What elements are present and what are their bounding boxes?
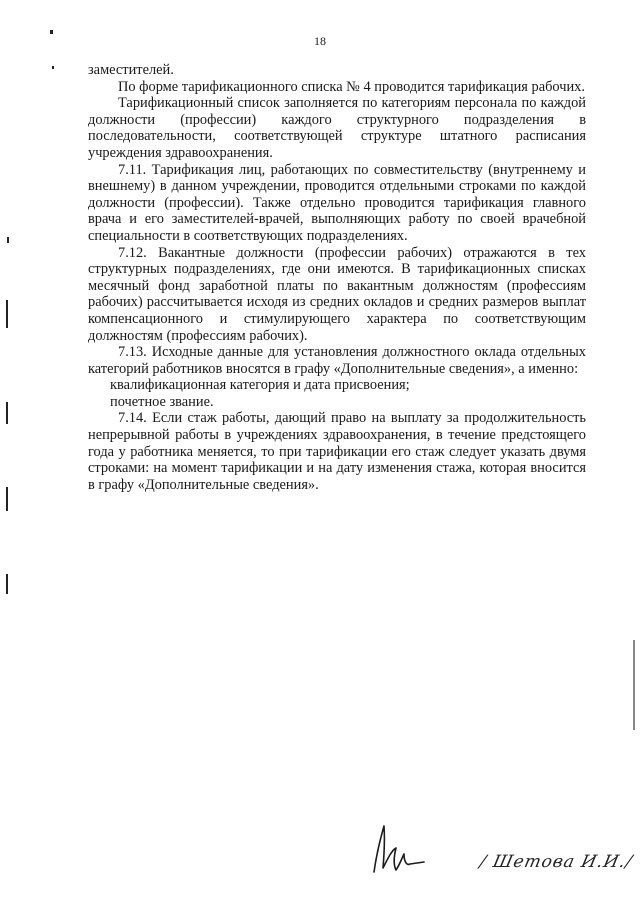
scan-mark — [633, 640, 635, 730]
scan-mark — [6, 300, 8, 328]
scan-mark — [6, 487, 8, 511]
paragraph: 7.13. Исходные данные для установления должностного оклада отдельных категорий работников вносятся в графу «Дополнительные сведения», а именно: — [88, 344, 586, 377]
list-item: квалификационная категория и дата присвоения; — [110, 377, 410, 394]
paragraph: По форме тарификационного списка № 4 проводится тарификация рабочих. — [118, 78, 585, 95]
scan-mark — [6, 574, 8, 594]
scan-mark — [7, 237, 9, 243]
handwritten-signature — [368, 818, 428, 878]
paragraph: 7.12. Вакантные должности (профессии рабочих) отражаются в тех структурных подразделениях, где они имеются. В тарификационных списках месячный фонд заработной платы по вакантным должностям (профессиям рабочих) рассчитывается исходя из средних окладов и средних размеров выплат компенсационного и стимулирующего характера по соответствующим должностям (профессиям рабочих). — [88, 244, 586, 344]
list-item: почетное звание. — [110, 393, 214, 410]
paragraph: Тарификационный список заполняется по категориям персонала по каждой должности (профессии) каждого структурного подразделения в последовательности, соответствующей структуре штатного расписания учреждения здравоохранения. — [88, 95, 586, 161]
scan-mark — [6, 402, 8, 424]
paragraph: 7.11. Тарификация лиц, работающих по совместительству (внутреннему и внешнему) в данном учреждении, проводится отдельными строками по каждой должности (профессии). Также отдельно проводится тарификация главного врача и его заместителей-врачей, выполняющих работу по своей врачебной специальности в соответствующих подразделениях. — [88, 161, 586, 244]
paragraph: заместителей. — [88, 62, 174, 78]
signatory-name: / Шетова И.И./ — [477, 852, 635, 872]
scan-mark — [52, 66, 54, 69]
page-number: 18 — [314, 34, 326, 48]
body-text — [88, 62, 586, 493]
paragraph: 7.14. Если стаж работы, дающий право на выплату за продолжительность непрерывной работы в учреждениях здравоохранения, в течение предстоящего года у работника меняется, то при тарификации его стаж следует указать двумя строками: на момент тарификации и на дату изменения стажа, которая вносится в графу «Дополнительные сведения». — [88, 410, 586, 493]
